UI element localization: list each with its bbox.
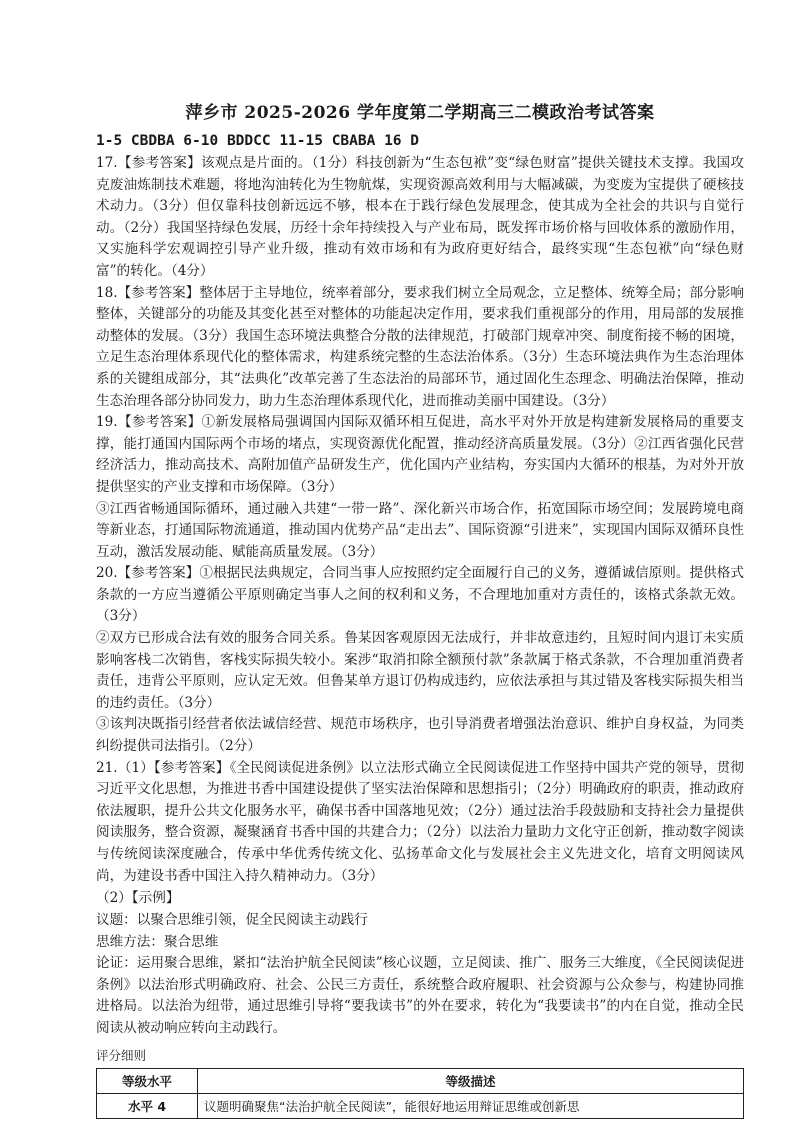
question-19-point-3: ③江西省畅通国际循环，通过融入共建“一带一路”、深化新兴市场合作，拓宽国际市场空间；发展跨境电商等新业态，打通国际物流通道，推动国内优势产品“走出去”、国际资源“引进来”，实现国内国际双循环良性互动，激活发展动能、赋能高质量发展。（3分） <box>96 500 744 560</box>
question-21-part-2-heading: （2）【示例】 <box>96 890 180 907</box>
question-20-point-2: ②双方已形成合法有效的服务合同关系。鲁某因客观原因无法成行，并非故意违约，且短时间内退订未实质影响客栈二次销售，客栈实际损失较小。案涉“取消扣除全额预付款”条款属于格式条款，不合理加重消费者责任，违背公平原则，应认定无效。但鲁某单方退订仍构成违约，应依法承担与其过错及客栈实际损失相当的违约责任。（3分） <box>96 630 744 711</box>
table-header-level: 等级水平 <box>97 1068 198 1093</box>
question-19-answer: 19.【参考答案】①新发展格局强调国内国际双循环相互促进，高水平对外开放是构建新发展格局的重要支撑，能打通国内国际两个市场的堵点，实现资源优化配置，推动经济高质量发展。（3分）②江西省强化民营经济活力，推动高技术、高附加值产品研发生产，优化国内产业结构，夯实国内大循环的根基，为对外开放提供坚实的产业支撑和市场保障。（3分） <box>96 414 744 495</box>
table-header-description: 等级描述 <box>198 1068 744 1093</box>
question-17-answer: 17.【参考答案】该观点是片面的。（1分）科技创新为“生态包袱”变“绿色财富”提供关键技术支撑。我国攻克废油炼制技术难题，将地沟油转化为生物航煤，实现资源高效利用与大幅减碳，为变废为宝提供了硬核技术动力。（3分）但仅靠科技创新远远不够，根本在于践行绿色发展理念，使其成为全社会的共识与自觉行动。（2分）我国坚持绿色发展，历经十余年持续投入与产业布局，既发挥市场价格与回收体系的激励作用，又实施科学宏观调控引导产业升级，推动有效市场和有为政府更好结合，最终实现“生态包袱”向“绿色财富”的转化。（4分） <box>96 155 744 279</box>
example-thinking-method: 思维方法：聚合思维 <box>96 934 219 951</box>
question-18-answer: 18.【参考答案】整体居于主导地位，统率着部分，要求我们树立全局观念，立足整体、统筹全局；部分影响整体，关键部分的功能及其变化甚至对整体的功能起决定作用，要求我们重视部分的作用，用局部的发展推动整体的发展。（3分）我国生态环境法典整合分散的法律规范，打破部门规章冲突、制度衔接不畅的困境，立足生态治理体系现代化的整体需求，构建系统完整的生态法治体系。（3分）生态环境法典作为生态治理体系的关键组成部分，其“法典化”改革完善了生态法治的局部环节，通过固化生态理念、明确法治保障，推动生态治理各部分协同发力，助力生态治理体系现代化，进而推动美丽中国建设。（3分） <box>96 284 744 409</box>
example-argument: 论证：运用聚合思维，紧扣“法治护航全民阅读”核心议题，立足阅读、推广、服务三大维度，《全民阅读促进条例》以法治形式明确政府、社会、公民三方责任，系统整合政府履职、社会资源与公众参与，构建协同推进格局。以法治为纽带，通过思维引导将“要我读书”的外在要求，转化为“我要读书”的内在自觉，推动全民阅读从被动响应转向主动践行。 <box>96 955 744 1036</box>
multiple-choice-answers: 1-5 CBDBA 6-10 BDDCC 11-15 CBABA 16 D <box>96 133 420 149</box>
question-20-answer: 20.【参考答案】①根据民法典规定，合同当事人应按照约定全面履行自己的义务，遵循诚信原则。提供格式条款的一方应当遵循公平原则确定当事人之间的权利和义务，不合理地加重对方责任的，该格式条款无效。（3分） <box>96 565 744 625</box>
rubric-label: 评分细则 <box>96 1047 147 1063</box>
question-21-part-1-answer: 21.（1）【参考答案】《全民阅读促进条例》以立法形式确立全民阅读促进工作坚持中国共产党的领导，贯彻习近平文化思想，为推进书香中国建设提供了坚实法治保障和思想指引；（2分）明确政府的职责，推动政府依法履职，提升公共文化服务水平，确保书香中国落地见效；（2分）通过法治手段鼓励和支持社会力量提供阅读服务，整合资源，凝聚涵育书香中国的共建合力；（2分）以法治力量助力文化守正创新，推动数字阅读与传统阅读深度融合，传承中华优秀传统文化、弘扬革命文化与发展社会主义先进文化，培育文明阅读风尚，为建设书香中国注入持久精神动力。（3分） <box>96 759 744 884</box>
table-cell-description: 议题明确聚焦“法治护航全民阅读”，能很好地运用辩证思维或创新思 <box>198 1093 744 1118</box>
example-topic: 议题：以聚合思维引领，促全民阅读主动践行 <box>96 912 368 929</box>
question-20-point-3: ③该判决既指引经营者依法诚信经营、规范市场秩序，也引导消费者增强法治意识、维护自身权益，为同类纠纷提供司法指引。（2分） <box>96 716 744 755</box>
document-title: 萍乡市 2025-2026 学年度第二学期高三二模政治考试答案 <box>185 103 655 123</box>
grading-table <box>96 1068 744 1119</box>
grading-table-header-row <box>97 1068 744 1093</box>
table-cell-level: 水平 4 <box>97 1093 198 1118</box>
table-row <box>97 1093 744 1118</box>
